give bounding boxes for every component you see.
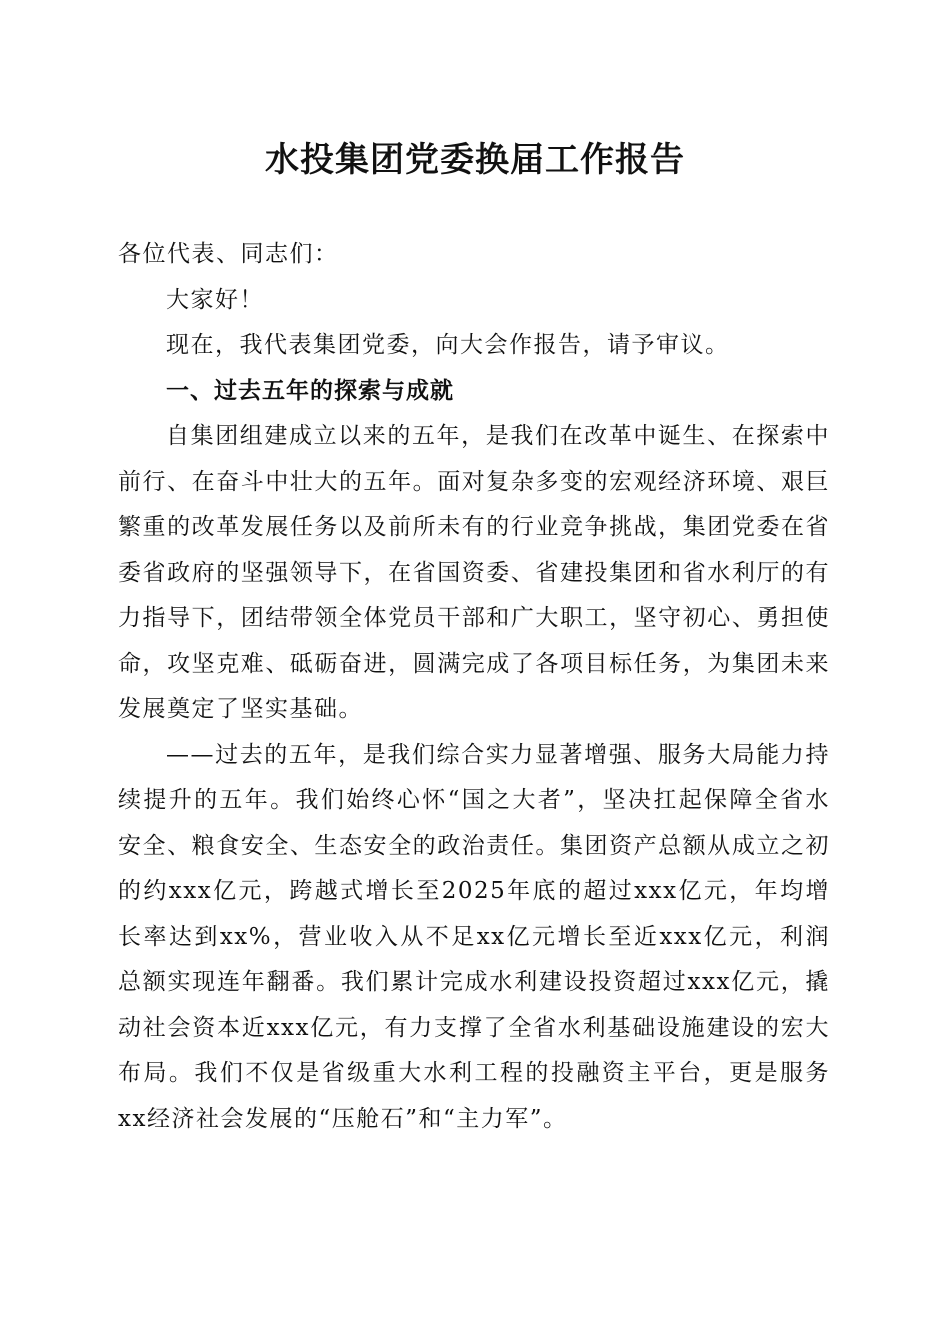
document-body [118, 232, 830, 1142]
body-paragraph: 自集团组建成立以来的五年，是我们在改革中诞生、在探索中前行、在奋斗中壮大的五年。面对复杂多变的宏观经济环境、艰巨繁重的改革发展任务以及前所未有的行业竞争挑战，集团党委在省委省政府的坚强领导下，在省国资委、省建投集团和省水利厅的有力指导下，团结带领全体党员干部和广大职工，坚守初心、勇担使命，攻坚克难、砥砺奋进，圆满完成了各项目标任务，为集团未来发展奠定了坚实基础。 [118, 423, 830, 722]
greeting: 大家好！ [166, 286, 264, 313]
salutation: 各位代表、同志们： [118, 241, 339, 267]
body-paragraph: ——过去的五年，是我们综合实力显著增强、服务大局能力持续提升的五年。我们始终心怀“国之大者”，坚决扛起保障全省水安全、粮食安全、生态安全的政治责任。集团资产总额从成立之初的约xxx亿元，跨越式增长至2025年底的超过xxx亿元，年均增长率达到xx%，营业收入从不足xx亿元增长至近xxx亿元，利润总额实现连年翻番。我们累计完成水利建设投资超过xxx亿元，撬动社会资本近xxx亿元，有力支撑了全省水利基础设施建设的宏大布局。我们不仅是省级重大水利工程的投融资主平台，更是服务xx经济社会发展的“压舱石”和“主力军”。 [118, 741, 830, 1132]
intro-paragraph: 现在，我代表集团党委，向大会作报告，请予审议。 [166, 332, 730, 358]
document-title: 水投集团党委换届工作报告 [265, 140, 685, 180]
section-heading: 一、过去五年的探索与成就 [166, 377, 454, 404]
